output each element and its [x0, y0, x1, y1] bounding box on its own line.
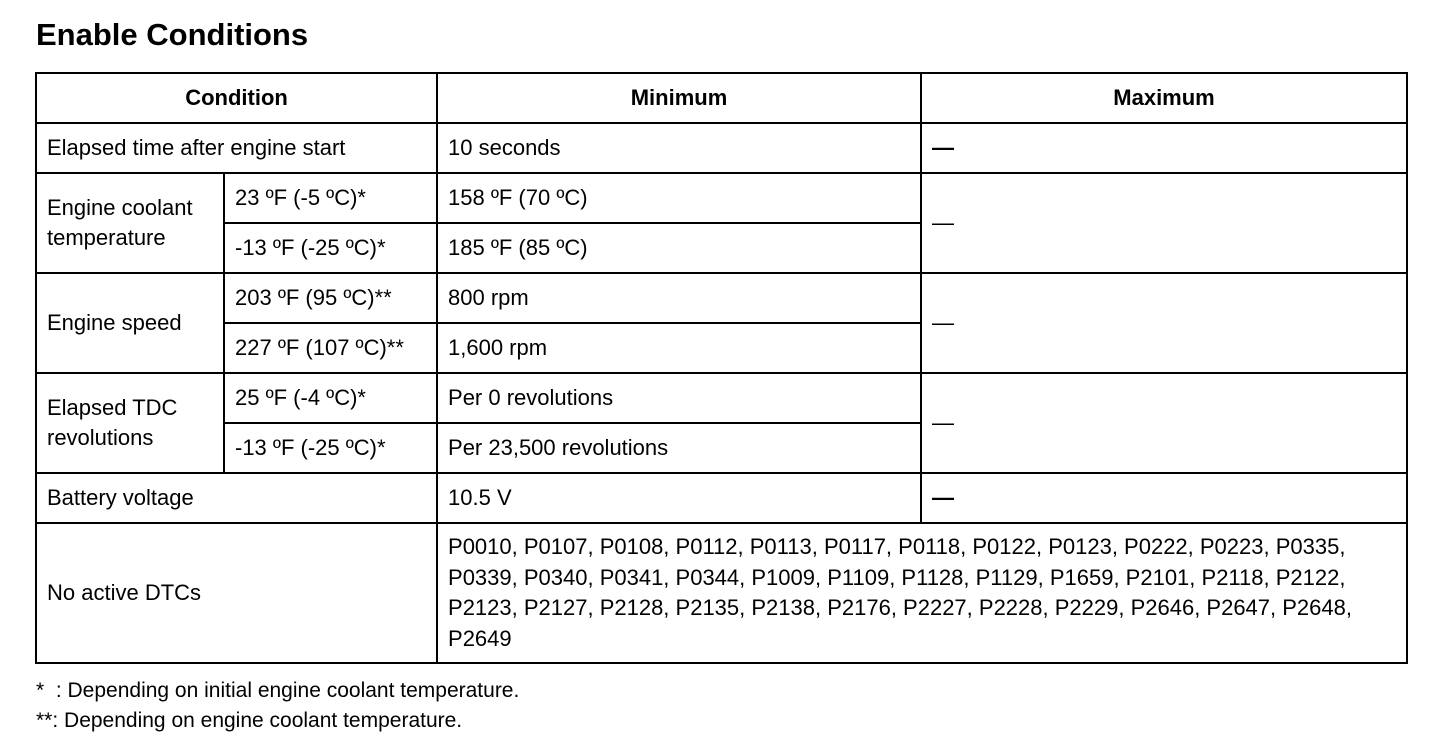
- footnote-double-asterisk: [36, 706, 519, 736]
- condition-cell: Elapsed time after engine start: [36, 123, 437, 173]
- minimum-cell: Per 23,500 revolutions: [437, 423, 921, 473]
- condition-cell: Battery voltage: [36, 473, 437, 523]
- table-row: [36, 523, 1407, 663]
- maximum-cell: —: [921, 373, 1407, 473]
- table-row: [36, 373, 1407, 423]
- header-condition: Condition: [36, 73, 437, 123]
- maximum-cell: —: [921, 123, 1407, 173]
- footnotes: [36, 676, 519, 736]
- dtc-list-cell: P0010, P0107, P0108, P0112, P0113, P0117, P0118, P0122, P0123, P0222, P0223, P0335, P0339, P0340, P0341, P0344, P1009, P1109, P1128, P1129, P1659, P2101, P2118, P2122, P2123, P2127, P2128, P2135, P2138, P2176, P2227, P2228, P2229, P2646, P2647, P2648, P2649: [437, 523, 1407, 663]
- minimum-cell: Per 0 revolutions: [437, 373, 921, 423]
- table-row: [36, 123, 1407, 173]
- enable-conditions-table: [35, 72, 1408, 664]
- condition-cell: Engine speed: [36, 273, 224, 373]
- table-row: [36, 273, 1407, 323]
- temperature-cell: 227 ºF (107 ºC)**: [224, 323, 437, 373]
- minimum-cell: 185 ºF (85 ºC): [437, 223, 921, 273]
- maximum-cell: —: [921, 173, 1407, 273]
- maximum-cell: —: [921, 273, 1407, 373]
- minimum-cell: 1,600 rpm: [437, 323, 921, 373]
- page-title: Enable Conditions: [36, 17, 309, 52]
- header-minimum: Minimum: [437, 73, 921, 123]
- footnote-mark: **: [36, 709, 53, 732]
- condition-cell: Elapsed TDC revolutions: [36, 373, 224, 473]
- temperature-cell: -13 ºF (-25 ºC)*: [224, 223, 437, 273]
- minimum-cell: 10.5 V: [437, 473, 921, 523]
- table-row: [36, 173, 1407, 223]
- table-header-row: [36, 73, 1407, 123]
- footnote-text: : Depending on initial engine coolant temperature.: [55, 679, 520, 702]
- header-maximum: Maximum: [921, 73, 1407, 123]
- temperature-cell: 203 ºF (95 ºC)**: [224, 273, 437, 323]
- condition-cell: Engine coolant temperature: [36, 173, 224, 273]
- temperature-cell: -13 ºF (-25 ºC)*: [224, 423, 437, 473]
- minimum-cell: 800 rpm: [437, 273, 921, 323]
- maximum-cell: —: [921, 473, 1407, 523]
- table-row: [36, 473, 1407, 523]
- minimum-cell: 158 ºF (70 ºC): [437, 173, 921, 223]
- condition-cell: No active DTCs: [36, 523, 437, 663]
- temperature-cell: 25 ºF (-4 ºC)*: [224, 373, 437, 423]
- temperature-cell: 23 ºF (-5 ºC)*: [224, 173, 437, 223]
- footnote-single-asterisk: [36, 676, 519, 706]
- footnote-text: : Depending on engine coolant temperature.: [52, 709, 463, 732]
- footnote-mark: *: [36, 679, 56, 702]
- minimum-cell: 10 seconds: [437, 123, 921, 173]
